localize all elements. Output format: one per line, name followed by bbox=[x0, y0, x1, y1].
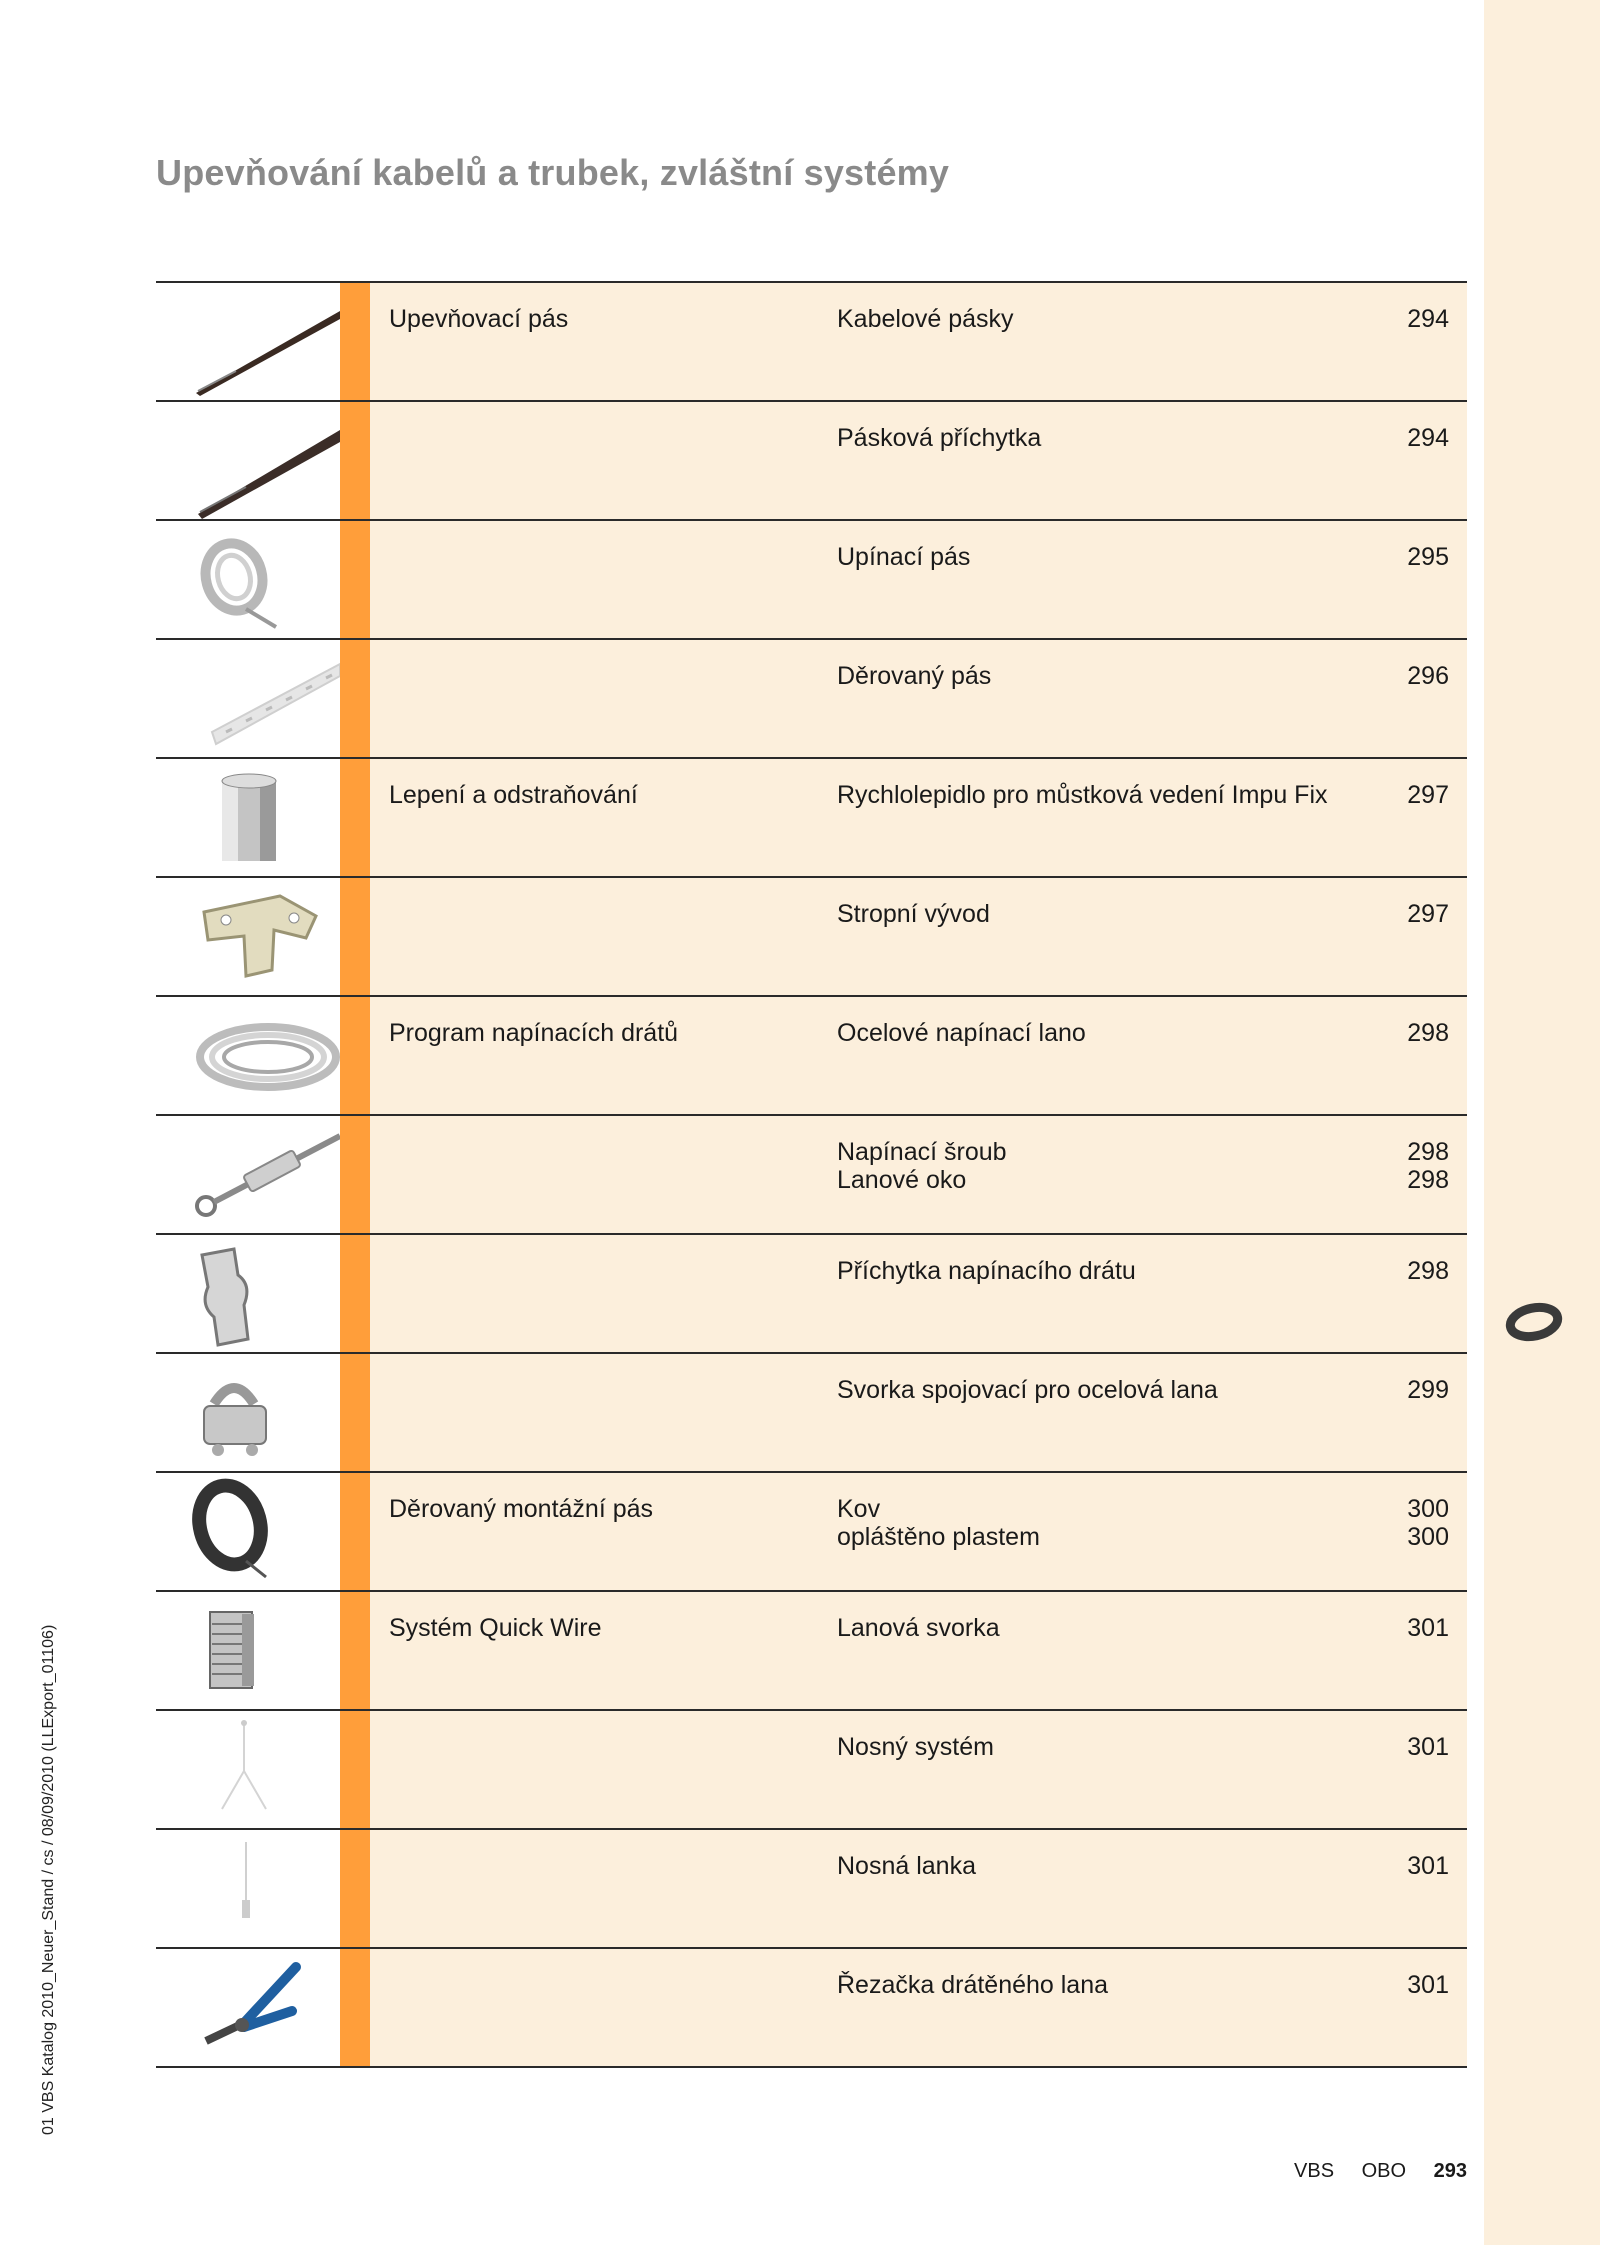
group-label: Upevňovací pás bbox=[389, 305, 569, 333]
item-label: Příchytka napínacího drátu bbox=[837, 1257, 1136, 1285]
page-ref: 296 bbox=[1407, 662, 1449, 690]
item-label: Napínací šroub bbox=[837, 1138, 1007, 1166]
catalog-row bbox=[156, 1354, 1467, 1473]
page-ref: 300 bbox=[1407, 1523, 1449, 1551]
row-background bbox=[370, 283, 1467, 400]
page-ref: 298 bbox=[1407, 1257, 1449, 1285]
item-label: Nosný systém bbox=[837, 1733, 994, 1761]
accent-stripe bbox=[340, 640, 370, 757]
ceiling-outlet-icon bbox=[156, 878, 340, 995]
catalog-row bbox=[156, 283, 1467, 402]
row-background bbox=[370, 402, 1467, 519]
item-label: Svorka spojovací pro ocelová lana bbox=[837, 1376, 1218, 1404]
rope-grip-icon bbox=[156, 1592, 340, 1709]
row-background bbox=[370, 1354, 1467, 1471]
accent-stripe bbox=[340, 283, 370, 400]
item-label: Řezačka drátěného lana bbox=[837, 1971, 1109, 1999]
page-ref: 298 bbox=[1407, 1019, 1449, 1047]
cable-tie-icon bbox=[156, 283, 340, 400]
accent-stripe bbox=[340, 521, 370, 638]
rope-clamp-icon bbox=[156, 1354, 340, 1471]
side-note: 01 VBS Katalog 2010_Neuer_Stand / cs / 08/09/2010 (LLExport_01106) bbox=[40, 1624, 57, 2135]
row-background bbox=[370, 997, 1467, 1114]
row-background bbox=[370, 1830, 1467, 1947]
footer-brand-obo: OBO bbox=[1361, 2160, 1407, 2182]
turnbuckle-icon bbox=[156, 1116, 340, 1233]
page-ref: 294 bbox=[1407, 305, 1449, 333]
wire-cutter-icon bbox=[156, 1949, 340, 2066]
item-label: Kabelové pásky bbox=[837, 305, 1014, 333]
item-label: Ocelové napínací lano bbox=[837, 1019, 1086, 1047]
item-label: Upínací pás bbox=[837, 543, 971, 571]
item-label: Stropní vývod bbox=[837, 900, 990, 928]
page-ref: 298 bbox=[1407, 1138, 1449, 1166]
catalog-row bbox=[156, 1116, 1467, 1235]
page-ref: 299 bbox=[1407, 1376, 1449, 1404]
accent-stripe bbox=[340, 759, 370, 876]
accent-stripe bbox=[340, 1235, 370, 1352]
catalog-row bbox=[156, 1830, 1467, 1949]
item-label: Nosná lanka bbox=[837, 1852, 976, 1880]
adhesive-can-icon bbox=[156, 759, 340, 876]
row-background bbox=[370, 878, 1467, 995]
catalog-row bbox=[156, 1711, 1467, 1830]
accent-stripe bbox=[340, 1711, 370, 1828]
page-ref: 294 bbox=[1407, 424, 1449, 452]
page-ref: 301 bbox=[1407, 1852, 1449, 1880]
footer-brand-vbs: VBS bbox=[1294, 2160, 1335, 2182]
catalog-row bbox=[156, 521, 1467, 640]
page-ref: 295 bbox=[1407, 543, 1449, 571]
row-background bbox=[370, 1235, 1467, 1352]
page-ref: 298 bbox=[1407, 1166, 1449, 1194]
catalog-row bbox=[156, 1235, 1467, 1354]
wire-clip-icon bbox=[156, 1235, 340, 1352]
item-label: Lanová svorka bbox=[837, 1614, 1000, 1642]
row-background bbox=[370, 1592, 1467, 1709]
row-background bbox=[370, 759, 1467, 876]
item-label: Rychlolepidlo pro můstková vedení Impu Fix bbox=[837, 781, 1328, 809]
accent-stripe bbox=[340, 1354, 370, 1471]
strap-clip-icon bbox=[156, 402, 340, 519]
item-label: opláštěno plastem bbox=[837, 1523, 1040, 1551]
perforated-strip-icon bbox=[156, 640, 340, 757]
page-ref: 301 bbox=[1407, 1614, 1449, 1642]
accent-stripe bbox=[340, 1592, 370, 1709]
accent-stripe bbox=[340, 1116, 370, 1233]
suspension-system-icon bbox=[156, 1711, 340, 1828]
steel-band-coil-icon bbox=[156, 521, 340, 638]
catalog-row bbox=[156, 1473, 1467, 1592]
accent-stripe bbox=[340, 1473, 370, 1590]
catalog-table bbox=[156, 281, 1467, 2068]
page-title: Upevňování kabelů a trubek, zvláštní systémy bbox=[156, 152, 950, 194]
catalog-row bbox=[156, 640, 1467, 759]
page-ref: 301 bbox=[1407, 1733, 1449, 1761]
accent-stripe bbox=[340, 402, 370, 519]
row-background bbox=[370, 640, 1467, 757]
catalog-row bbox=[156, 759, 1467, 878]
row-background bbox=[370, 1949, 1467, 2066]
group-label: Program napínacích drátů bbox=[389, 1019, 679, 1047]
item-label: Lanové oko bbox=[837, 1166, 967, 1194]
wire-rope-coil-icon bbox=[156, 997, 340, 1114]
side-band bbox=[1484, 0, 1600, 2245]
accent-stripe bbox=[340, 1830, 370, 1947]
accent-stripe bbox=[340, 997, 370, 1114]
page-ref: 297 bbox=[1407, 900, 1449, 928]
catalog-row bbox=[156, 997, 1467, 1116]
catalog-row bbox=[156, 878, 1467, 997]
chapter-ring-icon bbox=[1505, 1302, 1563, 1342]
mounting-band-roll-icon bbox=[156, 1473, 340, 1590]
page-ref: 300 bbox=[1407, 1495, 1449, 1523]
page-ref: 301 bbox=[1407, 1971, 1449, 1999]
suspension-cable-icon bbox=[156, 1830, 340, 1947]
group-label: Lepení a odstraňování bbox=[389, 781, 638, 809]
group-label: Děrovaný montážní pás bbox=[389, 1495, 654, 1523]
page-number: 293 bbox=[1433, 2160, 1467, 2182]
row-background bbox=[370, 1711, 1467, 1828]
row-background bbox=[370, 521, 1467, 638]
accent-stripe bbox=[340, 878, 370, 995]
page-footer bbox=[1272, 2160, 1467, 2183]
accent-stripe bbox=[340, 1949, 370, 2066]
catalog-row bbox=[156, 1949, 1467, 2068]
catalog-row bbox=[156, 402, 1467, 521]
item-label: Pásková příchytka bbox=[837, 424, 1042, 452]
page-ref: 297 bbox=[1407, 781, 1449, 809]
item-label: Kov bbox=[837, 1495, 881, 1523]
catalog-row bbox=[156, 1592, 1467, 1711]
item-label: Děrovaný pás bbox=[837, 662, 992, 690]
group-label: Systém Quick Wire bbox=[389, 1614, 602, 1642]
